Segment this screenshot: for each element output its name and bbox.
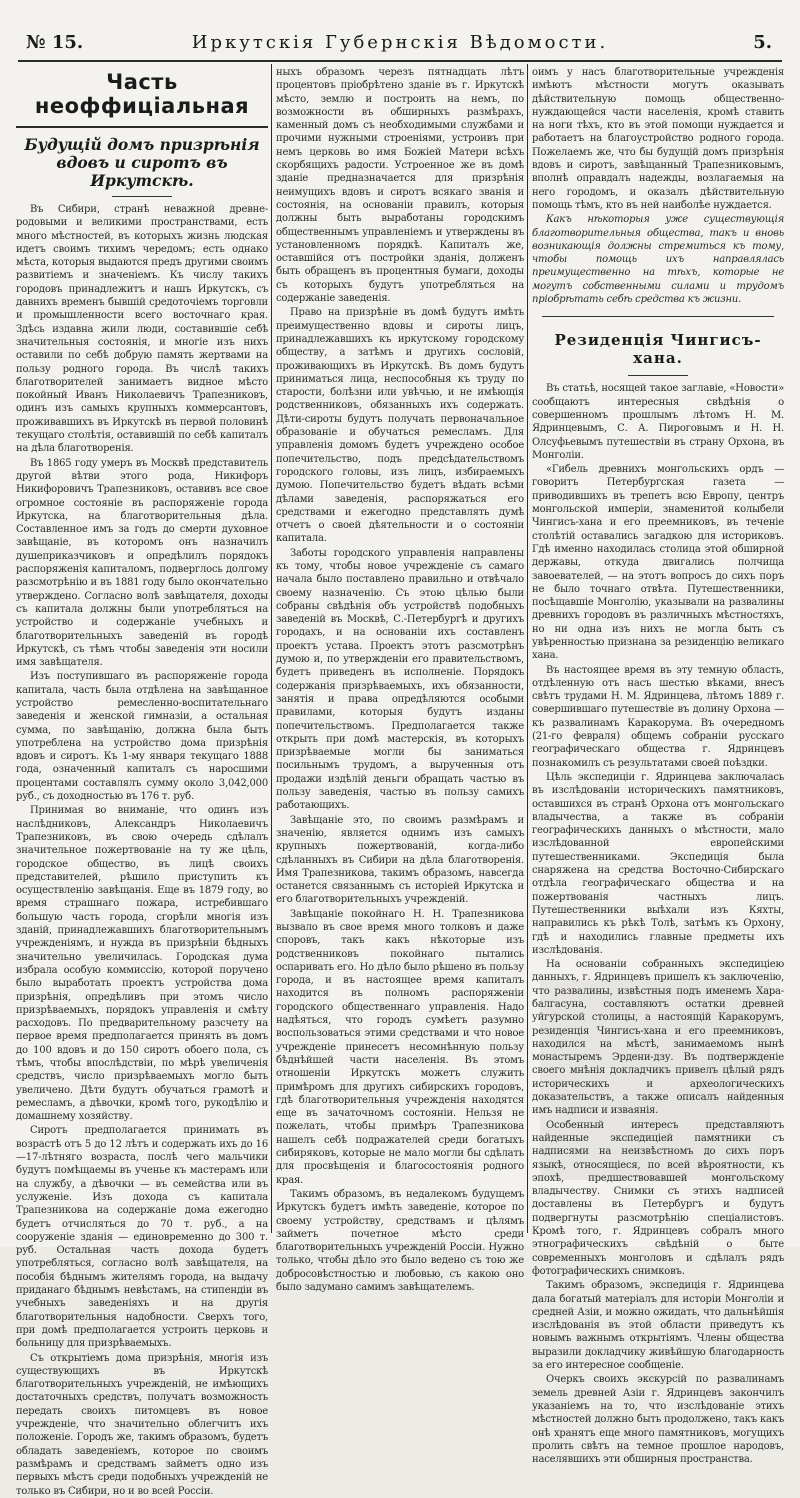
article-paragraph: Принимая во вниманіе, что одинъ изъ наслѣдниковъ, Александръ Николаевичъ Трапезниковъ, въ свою очередь сдѣлалъ значительное пожертвованіе на ту же цѣль, городское общество, въ лицѣ своихъ представителей, рѣшило приступить къ осуществленію завѣщанія. Еще въ 1879 году, во время страшнаго пожара, истребившаго большую часть города, сгорѣли многія изъ зданій, принадлежавшихъ благотворительнымъ учрежденіямъ, и нужда въ призрѣніи бѣдныхъ значительно увеличилась. Городская дума избрала особую коммиссію, которой поручено было выработать проектъ устройства дома призрѣнія, опредѣливъ при этомъ число призрѣваемыхъ, порядокъ управленія и смѣту расходовъ. По предварительному разсчету на первое время предполагается принять въ домъ до 100 вдовъ и до 150 сиротъ обоего пола, съ тѣмъ, чтобы впослѣдствіи, по мѣрѣ увеличенія средствъ, число призрѣваемыхъ могло быть увеличено. Дѣти будутъ обучаться грамотѣ и ремесламъ, а дѣвочки, кромѣ того, рукодѣлію и домашнему хозяйству. (16, 805, 268, 1123)
article-paragraph: Такимъ образомъ, въ недалекомъ будущемъ Иркутскъ будетъ имѣть заведеніе, которое по своему устройству, средствамъ и цѣлямъ займетъ почетное мѣсто среди благотворительныхъ учрежденій Россіи. Нужно только, чтобы дѣло это было ведено съ тою же добросовѣстностью и любовью, съ какою оно было задумано самимъ завѣщателемъ. (276, 1188, 524, 1294)
article-paragraph: Право на призрѣніе въ домѣ будутъ имѣть преимущественно вдовы и сироты лицъ, принадлежавшихъ къ иркутскому городскому обществу, а затѣмъ и другихъ сословій, проживающихъ въ Иркутскѣ. Въ домъ будутъ приниматься лица, неспособныя къ труду по старости, болѣзни или увѣчью, и не имѣющія родственниковъ, обязанныхъ ихъ содержать. Дѣти-сироты будутъ получать первоначальное образованіе и обучаться ремесламъ. Для управленія домомъ будетъ учреждено особое попечительство, подъ предсѣдательствомъ городского головы, изъ лицъ, избираемыхъ думою. Попечительство будетъ вѣдать всѣми дѣлами заведенія, распоряжаться его средствами и ежегодно представлять думѣ отчетъ о своей дѣятельности и о состояніи капитала. (276, 307, 524, 545)
newspaper-title: Иркутскія Губернскія Вѣдомости. (191, 32, 609, 53)
paper-stain (540, 980, 770, 1180)
page-header (18, 28, 782, 62)
article-paragraph: ныхъ образомъ черезъ пятнадцать лѣтъ процентовъ пріобрѣтено зданіе въ г. Иркутскѣ мѣсто, землю и построить на немъ, по возможности въ обширныхъ размѣрахъ, каменный домъ съ необходимыми службами и прочими нужными строеніями, устроивъ при немъ церковь во имя Божіей Матери всѣхъ скорбящихъ радости. Устроенное же въ домѣ зданіе предназначается для призрѣнія неимущихъ вдовъ и сиротъ всякаго званія и состоянія, на основаніи правилъ, которыя должны быть выработаны городскимъ общественнымъ управленіемъ и утверждены въ установленномъ порядкѣ. Капиталъ же, оставшійся отъ постройки зданія, долженъ быть обращенъ въ процентныя бумаги, доходы съ которыхъ будутъ употребляться на содержаніе заведенія. (276, 67, 524, 305)
article-paragraph: Какъ нѣкоторыя уже существующія благотворительныя общества, такъ и вновь возникающія должны стремиться къ тому, чтобы помощь ихъ направлялась преимущественно на тѣхъ, которые не могутъ собственными силами и трудомъ пріобрѣтать себѣ средства къ жизни. (532, 214, 784, 306)
page-number: 5. (753, 32, 772, 53)
article-paragraph: Такимъ образомъ, экспедиція г. Ядринцева дала богатый матеріалъ для исторіи Монголіи и средней Азіи, и можно ожидать, что дальнѣйшія изслѣдованія въ этой области приведутъ къ новымъ важнымъ открытіямъ. Члены общества выразили докладчику живѣйшую благодарность за его интересное сообщеніе. (532, 1280, 784, 1372)
article-paragraph: Особенный интересъ представляютъ найденные экспедиціей памятники съ надписями на неизвѣстномъ до сихъ поръ языкѣ, относящіеся, по всей вѣроятности, къ эпохѣ, предшествовавшей монгольскому владычеству. Снимки съ этихъ надписей доставлены въ Петербургъ и будутъ подвергнуты разсмотрѣнію спеціалистовъ. Кромѣ того, г. Ядринцевъ собралъ много этнографическихъ свѣдѣній о быте современныхъ монголовъ и сдѣлалъ рядъ фотографическихъ снимковъ. (532, 1119, 784, 1277)
column-divider (527, 64, 528, 1233)
article-paragraph: Въ 1865 году умеръ въ Москвѣ представитель другой вѣтви этого рода, Никифоръ Никифоровичъ Трапезниковъ, оставивъ все свое огромное состояніе въ распоряженіе города Иркутска, на благотворительныя дѣла. Составленное имъ за годъ до смерти духовное завѣщаніе, въ которомъ онъ назначилъ душеприказчиковъ и опредѣлилъ порядокъ распоряженія капиталомъ, подверглось долгому разсмотрѣнію и въ 1881 году было окончательно утверждено. Согласно волѣ завѣщателя, доходы съ капитала должны были употребляться на устройство и содержаніе учебныхъ и благотворительныхъ заведеній въ городѣ Иркутскѣ, съ тѣмъ чтобы заведенія эти носили имя завѣщателя. (16, 457, 268, 669)
article-divider (542, 316, 774, 317)
article-paragraph: Цѣль экспедиціи г. Ядринцева заключалась въ изслѣдованіи историческихъ памятниковъ, оставшихся въ странѣ Орхона отъ монгольскаго владычества, а также въ собраніи географическихъ данныхъ о мѣстности, мало изслѣдованной европейскими путешественниками. Экспедиція была снаряжена на средства Восточно-Сибирскаго отдѣла географическаго общества и на пожертвованія частныхъ лицъ. Путешественники выѣхали изъ Кяхты, направились къ рѣкѣ Толѣ, затѣмъ къ Орхону, гдѣ и находились главные предметы ихъ изслѣдованія. (532, 771, 784, 956)
article-paragraph: На основаніи собранныхъ экспедиціею данныхъ, г. Ядринцевъ пришелъ къ заключенію, что развалины, извѣстныя подъ именемъ Хара-балгасуна, составляютъ остатки древней уйгурской столицы, а настоящій Каракорумъ, резиденція Чингисъ-хана и его преемниковъ, находился на мѣстѣ, занимаемомъ нынѣ монастыремъ Эрдени-дзу. Въ подтвержденіе своего мнѣнія докладчикъ привелъ цѣлый рядъ историческихъ и археологическихъ доказательствъ, а также описалъ найденныя имъ надписи и изваянія. (532, 959, 784, 1117)
article-title: Будущій домъ призрѣнія вдовъ и сиротъ въ Иркутскѣ. (24, 135, 260, 190)
article-title: Резиденція Чингисъ-хана. (554, 331, 762, 368)
article-paragraph: Сиротъ предполагается принимать въ возрастѣ отъ 5 до 12 лѣтъ и содержать ихъ до 16—17-лѣтняго возраста, послѣ чего мальчики будутъ помѣщаемы въ ученье къ мастерамъ или на службу, а дѣвочки — въ семейства или въ услуженіе. Изъ дохода съ капитала Трапезникова на содержаніе дома ежегодно будетъ отчисляться до 70 т. руб., а на сооруженіе зданія — единовременно до 300 т. руб. Остальная часть дохода будетъ употребляться, согласно волѣ завѣщателя, на пособія бѣднымъ жителямъ города, на выдачу приданаго бѣднымъ невѣстамъ, на стипендіи въ учебныхъ заведеніяхъ и на другія благотворительныя надобности. Сверхъ того, при домѣ предполагается устроить церковь и больницу для призрѣваемыхъ. (16, 1125, 268, 1350)
article-paragraph: оимъ у насъ благотворительные учрежденія имѣютъ мѣстности могутъ оказывать дѣйствительную помощь общественно-нуждающейся части населенія, кромѣ ставить на ноги тѣхъ, кто въ этой помощи нуждается и работаетъ на благоустройство родного города. Пожелаемъ же, что бы будущій домъ призрѣнія вдовъ и сиротъ, завѣщанный Трапезниковымъ, вполнѣ оправдалъ надежды, возлагаемыя на него городомъ, и оказалъ дѣйствительную помощь тѣмъ, кто въ ней наиболѣе нуждается. (532, 67, 784, 211)
column-1 (16, 66, 268, 1497)
article-paragraph: Въ настоящее время въ эту темную область, отдѣленную отъ насъ шестью вѣками, внесъ свѣтъ трудами Н. М. Ядринцева, лѣтомъ 1889 г. совершившаго путешествіе въ долину Орхона — къ развалинамъ Каракорума. Въ очередномъ (21-го февраля) общемъ собраніи русскаго географическаго общества г. Ядринцевъ познакомилъ съ результатами своей поѣздки. (532, 664, 784, 769)
article-paragraph: Въ статьѣ, носящей такое заглавіе, «Новости» сообщаютъ интересныя свѣдѣнія о совершенномъ прошлымъ лѣтомъ Н. М. Ядринцевымъ, С. А. Пироговымъ и Н. Н. Олсуфьевымъ путешествіи въ страну Орхона, въ Монголіи. (532, 383, 784, 461)
article-paragraph: Заботы городского управленія направлены къ тому, чтобы новое учрежденіе съ самаго начала было поставлено правильно и отвѣчало своему назначенію. Съ этою цѣлью были собраны свѣдѣнія объ устройствѣ подобныхъ заведеній въ Москвѣ, С.-Петербургѣ и другихъ городахъ, и на основаніи ихъ составленъ проектъ устава. Проектъ этотъ разсмотрѣнъ думою и, по утвержденіи его правительствомъ, будетъ приведенъ въ исполненіе. Порядокъ содержанія призрѣваемыхъ, ихъ обязанности, занятія и права опредѣляются особыми правилами, которыя будутъ изданы попечительствомъ. Предполагается также открыть при домѣ мастерскія, въ которыхъ призрѣваемые могли бы заниматься посильнымъ трудомъ, а вырученныя отъ продажи издѣлій деньги обращать частью въ пользу заведенія, частью въ пользу самихъ работающихъ. (276, 547, 524, 812)
article-paragraph: Съ открытіемъ дома призрѣнія, многія изъ существующихъ въ Иркутскѣ благотворительныхъ учрежденій, не имѣющихъ достаточныхъ средствъ, получатъ возможность передать своихъ питомцевъ въ новое учрежденіе, что значительно облегчитъ ихъ положеніе. Городъ же, такимъ образомъ, будетъ обладать заведеніемъ, которое по своимъ размѣрамъ и средствамъ займетъ одно изъ первыхъ мѣстъ среди подобныхъ учрежденій не только въ Сибири, но и во всей Россіи. (16, 1352, 268, 1497)
title-divider (628, 375, 688, 376)
article-paragraph: Въ Сибири, странѣ неважной древне-родовыми и великими пространствами, есть много мѣстностей, въ которыхъ жизнь людская идетъ своимъ тихимъ чередомъ; есть однако мѣста, которыя выдаются предъ другими своимъ развитіемъ и значеніемъ. Къ числу такихъ городовъ принадлежитъ и нашъ Иркутскъ, съ давнихъ временъ бывшій средоточіемъ торговли и промышленности всего восточнаго края. Здѣсь издавна жили люди, составившіе себѣ значительныя состоянія, и многіе изъ нихъ оставили по себѣ добрую память жертвами на пользу родного города. Въ числѣ такихъ благотворителей занимаетъ видное мѣсто покойный Иванъ Николаевичъ Трапезниковъ, одинъ изъ самыхъ крупныхъ коммерсантовъ, проживавшихъ въ Иркутскѣ въ первой половинѣ текущаго столѣтія, оставившій по себѣ капиталъ на дѣла благотворенія. (16, 204, 268, 455)
title-divider (112, 196, 172, 197)
article-paragraph: Завѣщаніе это, по своимъ размѣрамъ и значенію, является однимъ изъ самыхъ крупныхъ пожертвованій, когда-либо сдѣланныхъ въ Сибири на дѣла благотворенія. Имя Трапезникова, такимъ образомъ, навсегда останется связаннымъ съ исторіей Иркутска и его благотворительныхъ учрежденій. (276, 814, 524, 906)
article-paragraph: Изъ поступившаго въ распоряженіе города капитала, часть была отдѣлена на завѣщанное устройство ремесленно-воспитательнаго заведенія и женской гимназіи, а остальная сумма, по завѣщанію, должна была быть употреблена на устройство дома призрѣнія вдовъ и сиротъ. Къ 1-му января текущаго 1888 года, означенный капиталъ съ наросшими процентами составлялъ сумму около 3,042,000 руб., съ доходностью въ 176 т. руб. (16, 671, 268, 803)
column-divider (271, 64, 272, 1233)
issue-number: № 15. (26, 32, 84, 53)
article-paragraph: Очеркъ своихъ экскурсій по развалинамъ земель древней Азіи г. Ядринцевъ закончилъ указаніемъ на то, что изслѣдованіе этихъ мѣстностей должно быть продолжено, такъ какъ онѣ хранятъ еще много памятниковъ, могущихъ пролить свѣтъ на темное прошлое народовъ, населявшихъ эти обширныя пространства. (532, 1374, 784, 1466)
article-paragraph: «Гибель древнихъ монгольскихъ ордъ — говоритъ Петербургская газета — приводившихъ въ трепетъ всю Европу, центръ монгольской имперіи, знаменитой колыбели Чингисъ-хана и его преемниковъ, въ теченіе столѣтій оставались загадкою для историковъ. Гдѣ именно находилась столица этой обширной державы, откуда двигались полчища завоевателей, — на этотъ вопросъ до сихъ поръ не было точнаго отвѣта. Путешественники, посѣщавшіе Монголію, указывали на развалины древнихъ городовъ въ различныхъ мѣстностяхъ, но ни одна изъ нихъ не могла быть съ увѣренностью признана за резиденцію великаго хана. (532, 464, 784, 662)
column-2 (276, 66, 524, 1294)
article-paragraph: Завѣщаніе покойнаго Н. Н. Трапезникова вызвало въ свое время много толковъ и даже споровъ, такъ какъ нѣкоторые изъ родственниковъ покойнаго пытались оспаривать его. Но дѣло было рѣшено въ пользу города, и въ настоящее время капиталъ находится въ полномъ распоряженіи городского общественнаго управленія. Надо надѣяться, что городъ сумѣетъ разумно воспользоваться этими средствами и что новое учрежденіе принесетъ несомнѣнную пользу бѣднѣйшей части населенія. Въ этомъ отношеніи Иркутскъ можетъ служить примѣромъ для другихъ сибирскихъ городовъ, гдѣ благотворительныя учрежденія находятся еще въ зачаточномъ состояніи. Нельзя не пожелать, чтобы примѣръ Трапезникова нашелъ себѣ подражателей среди богатыхъ сибиряковъ, которые не мало могли бы сдѣлать для просвѣщенія и благосостоянія родного края. (276, 908, 524, 1186)
section-title: Часть неоффиціальная (16, 70, 268, 128)
